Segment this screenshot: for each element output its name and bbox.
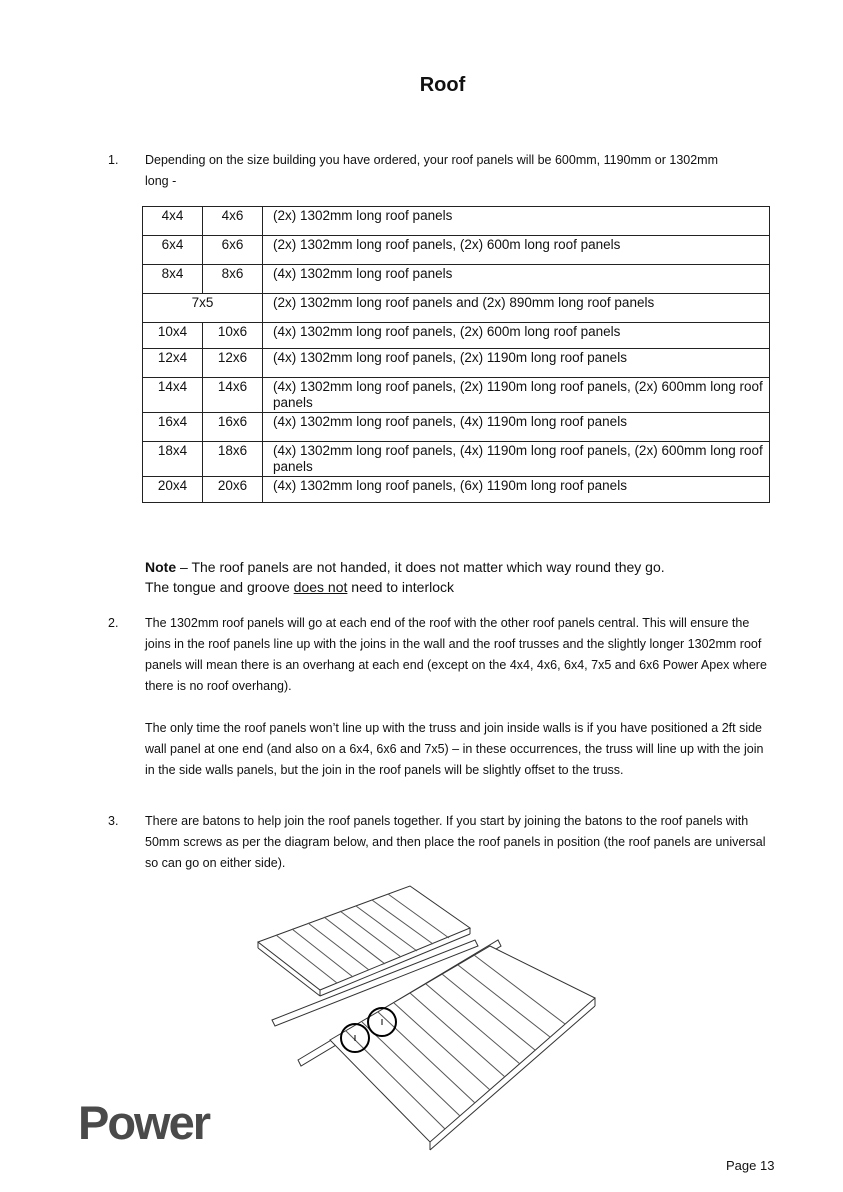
- step-text: The only time the roof panels won’t line up with the truss and join inside walls is if you have positioned a 2ft side wall panel at one end (and also on a 6x4, 6x6 and 7x5) – in these occurrences, the truss will line up with the join in the side walls panels, but the join in the roof panels will be slightly offset to the truss.: [145, 721, 764, 777]
- step-text: There are batons to help join the roof panels together. If you start by joining the batons to the roof panels with 50mm screws as per the diagram below, and then place the roof panels in position (the roof panels are universal so can go on either side).: [145, 814, 766, 870]
- panels-cell: (4x) 1302mm long roof panels, (4x) 1190m long roof panels, (2x) 600mm long roof panels: [263, 442, 770, 477]
- size-cell: 7x5: [143, 294, 263, 323]
- size-cell: 10x4: [143, 323, 203, 349]
- step-text: The 1302mm roof panels will go at each end of the roof with the other roof panels central. This will ensure the joins in the roof panels line up with the joins in the wall and the roof trusses and the slightly longer 1302mm roof panels will mean there is an overhang at each end (except on the 4x4, 4x6, 6x4, 7x5 and 6x6 Power Apex where there is no roof overhang).: [145, 616, 767, 693]
- panels-cell: (2x) 1302mm long roof panels and (2x) 890mm long roof panels: [263, 294, 770, 323]
- roof-panel-diagram: [250, 880, 610, 1160]
- note-block: [145, 557, 665, 597]
- table-row: [143, 413, 770, 442]
- size-cell: 12x4: [143, 349, 203, 378]
- note-line-1: [145, 557, 665, 577]
- size-cell: 6x6: [203, 236, 263, 265]
- size-cell: 8x6: [203, 265, 263, 294]
- table-row: [143, 294, 770, 323]
- table-row: [143, 378, 770, 413]
- note-text: The tongue and groove: [145, 579, 294, 595]
- panels-cell: (4x) 1302mm long roof panels: [263, 265, 770, 294]
- size-cell: 20x6: [203, 477, 263, 503]
- table-row: [143, 477, 770, 503]
- size-cell: 14x6: [203, 378, 263, 413]
- size-cell: 4x6: [203, 207, 263, 236]
- note-text: need to interlock: [347, 579, 455, 595]
- table-row: [143, 265, 770, 294]
- size-cell: 8x4: [143, 265, 203, 294]
- step-number: 1.: [108, 153, 119, 167]
- note-line-2: [145, 577, 665, 597]
- size-cell: 10x6: [203, 323, 263, 349]
- note-emphasis: does not: [293, 579, 348, 595]
- panels-cell: (4x) 1302mm long roof panels, (2x) 600m long roof panels: [263, 323, 770, 349]
- panels-cell: (4x) 1302mm long roof panels, (2x) 1190m long roof panels, (2x) 600mm long roof panels: [263, 378, 770, 413]
- roof-panel-table: [142, 206, 770, 503]
- size-cell: 12x6: [203, 349, 263, 378]
- size-cell: 18x6: [203, 442, 263, 477]
- note-text: – The roof panels are not handed, it does not matter which way round they go.: [176, 559, 665, 575]
- note-label: Note: [145, 559, 177, 575]
- panels-cell: (4x) 1302mm long roof panels, (2x) 1190m long roof panels: [263, 349, 770, 378]
- table-row: [143, 323, 770, 349]
- panels-cell: (2x) 1302mm long roof panels, (2x) 600m long roof panels: [263, 236, 770, 265]
- panels-cell: (4x) 1302mm long roof panels, (6x) 1190m long roof panels: [263, 477, 770, 503]
- table-row: [143, 349, 770, 378]
- size-cell: 16x4: [143, 413, 203, 442]
- page-number: Page 13: [726, 1158, 775, 1173]
- panels-cell: (4x) 1302mm long roof panels, (4x) 1190m long roof panels: [263, 413, 770, 442]
- step-text: Depending on the size building you have ordered, your roof panels will be 600mm, 1190mm or 1302mm long -: [145, 153, 719, 188]
- table-row: [143, 236, 770, 265]
- size-cell: 4x4: [143, 207, 203, 236]
- table-row: [143, 207, 770, 236]
- table-row: [143, 442, 770, 477]
- size-cell: 20x4: [143, 477, 203, 503]
- step-number: 3.: [108, 814, 119, 828]
- size-cell: 18x4: [143, 442, 203, 477]
- page-title: Roof: [419, 74, 466, 96]
- power-logo: Power: [78, 1096, 210, 1149]
- panels-cell: (2x) 1302mm long roof panels: [263, 207, 770, 236]
- step-number: 2.: [108, 616, 119, 630]
- size-cell: 6x4: [143, 236, 203, 265]
- size-cell: 16x6: [203, 413, 263, 442]
- size-cell: 14x4: [143, 378, 203, 413]
